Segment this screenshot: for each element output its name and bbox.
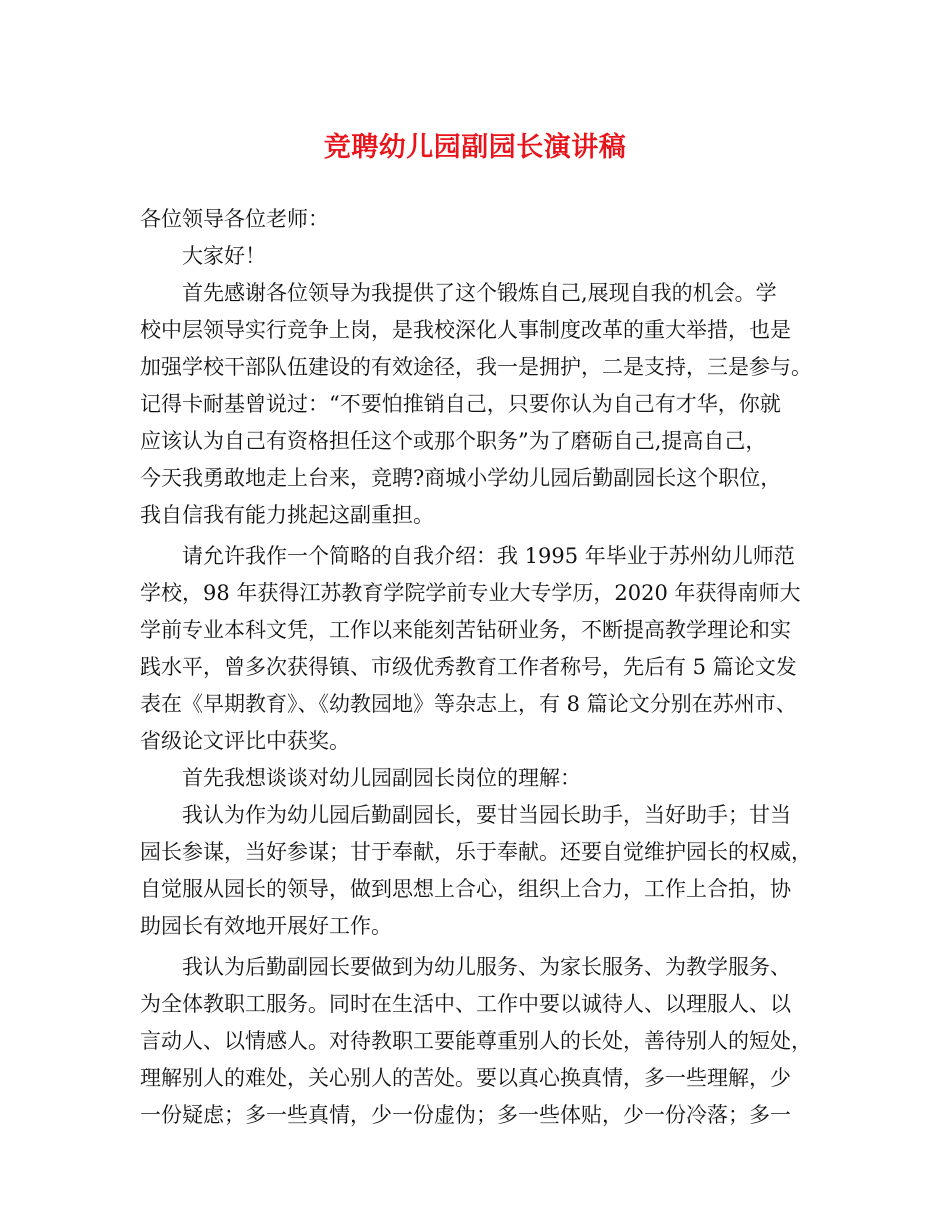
paragraph-line: 校中层领导实行竞争上岗，是我校深化人事制度改革的重大举措，也是 [140,318,791,342]
paragraph-line: 表在《早期教育》、《幼教园地》等杂志上，有 8 篇论文分别在苏州市、 [140,692,797,716]
paragraph-line: 我认为后勤副园长要做到为幼儿服务、为家长服务、为教学服务、 [182,955,791,979]
paragraph-line: 为全体教职工服务。同时在生活中、工作中要以诚待人、以理服人、以 [140,992,791,1016]
paragraph-line: 理解别人的难处，关心别人的苦处。要以真心换真情，多一些理解，少 [140,1066,791,1090]
paragraph-2 [140,538,830,760]
paragraph-line: 助园长有效地开展好工作。 [140,914,392,938]
paragraph-line: 请允许我作一个简略的自我介绍：我 1995 年毕业于苏州幼儿师范 [182,544,795,568]
paragraph-line: 我认为作为幼儿园后勤副园长，要甘当园长助手，当好助手；甘当 [182,803,791,827]
document-title: 竞聘幼儿园副园长演讲稿 [323,132,627,163]
paragraph-line: 一份疑虑；多一些真情，少一份虚伪；多一些体贴，少一份冷落；多一 [140,1103,791,1127]
paragraph-line: 我自信我有能力挑起这副重担。 [140,503,434,527]
paragraph-line: 应该认为自己有资格担任这个或那个职务”为了磨砺自己,提高自己， [140,429,767,453]
paragraph-line: 加强学校干部队伍建设的有效途径，我一是拥护，二是支持，三是参与。 [140,355,812,379]
paragraph-line: 首先感谢各位领导为我提供了这个锻炼自己,展现自我的机会。学 [182,281,777,305]
paragraph-4 [140,797,830,945]
paragraph-line: 学校，98 年获得江苏教育学院学前专业大专学历，2020 年获得南师大 [140,581,801,605]
paragraph-line: 园长参谋，当好参谋；甘于奉献，乐于奉献。还要自觉维护园长的权威， [140,840,812,864]
document-body [140,201,830,1134]
greeting-line: 各位领导各位老师： [140,207,329,231]
paragraph-line: 首先我想谈谈对幼儿园副园长岗位的理解： [182,766,581,790]
paragraph-1 [140,275,830,534]
salutation-line: 大家好！ [182,244,266,268]
paragraph-line: 言动人、以情感人。对待教职工要能尊重别人的长处，善待别人的短处， [140,1029,812,1053]
paragraph-line: 今天我勇敢地走上台来，竞聘?商城小学幼儿园后勤副园长这个职位， [140,466,782,490]
paragraph-3 [140,760,830,797]
paragraph-line: 学前专业本科文凭，工作以来能刻苦钻研业务，不断提高教学理论和实 [140,618,791,642]
paragraph-line: 记得卡耐基曾说过：“不要怕推销自己，只要你认为自己有才华，你就 [140,392,781,416]
paragraph-5 [140,949,830,1134]
paragraph-line: 自觉服从园长的领导，做到思想上合心，组织上合力，工作上合拍，协 [140,877,791,901]
paragraph-line: 省级论文评比中获奖。 [140,729,350,753]
paragraph-line: 践水平，曾多次获得镇、市级优秀教育工作者称号，先后有 5 篇论文发 [140,655,797,679]
